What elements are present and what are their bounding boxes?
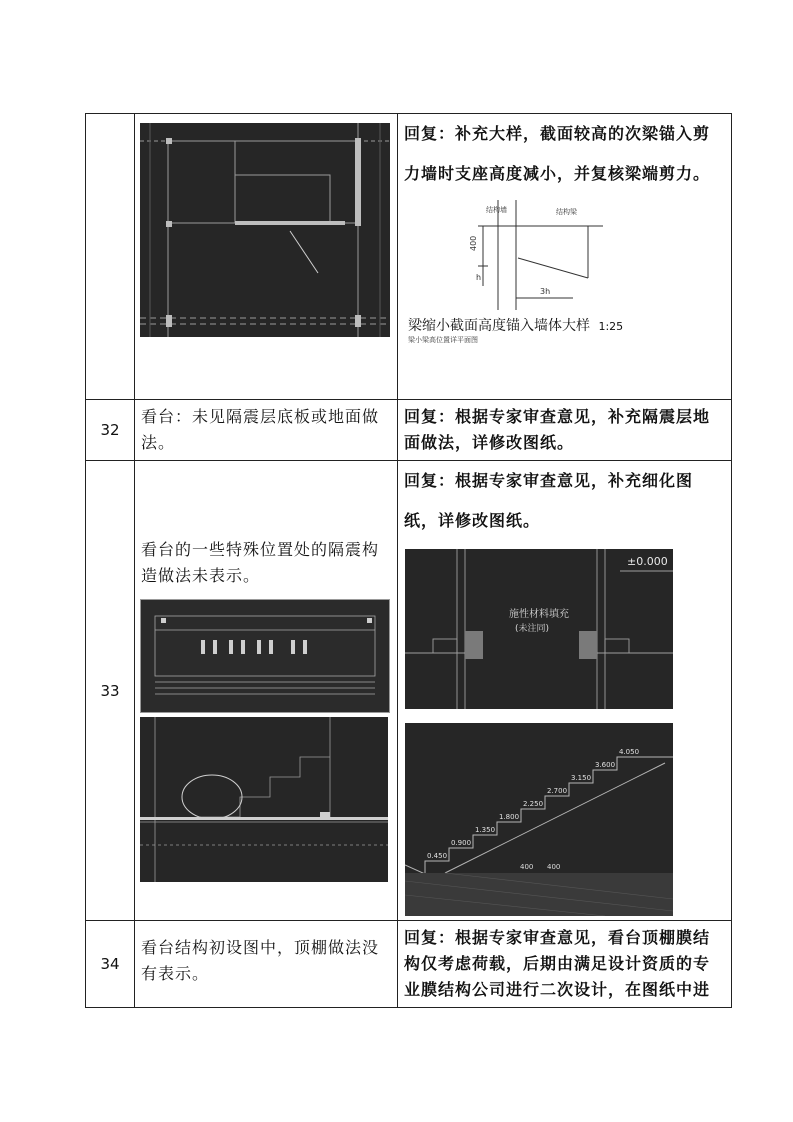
issue-cell (135, 461, 398, 921)
row-number: 33 (86, 461, 135, 921)
reply-cell (398, 921, 732, 1008)
issue-cell (135, 921, 398, 1008)
dim-400-b: 400 (547, 863, 561, 871)
row-number (86, 114, 135, 400)
issue-text: 看台：未见隔震层底板或地面做法。 (141, 407, 380, 452)
detail-subcaption: 梁小梁高位置详平面图 (408, 336, 478, 344)
stair-level-label: 3.600 (595, 761, 616, 769)
beam-label: 结构梁 (556, 208, 577, 216)
table-row (86, 114, 732, 400)
dim-3h: 3h (540, 287, 551, 296)
issue-cell (135, 400, 398, 461)
table-row (86, 921, 732, 1008)
wall-label: 结构墙 (486, 206, 507, 214)
dim-h: h (476, 273, 482, 282)
caption-text: 梁缩小截面高度锚入墙体大样 (408, 318, 590, 334)
reply-cell (398, 400, 732, 461)
beam-detail-drawing (398, 198, 731, 313)
stair-level-label: 2.250 (523, 800, 544, 808)
stair-level-label: 1.800 (499, 813, 520, 821)
row-number: 34 (86, 921, 135, 1008)
reply-cell (398, 461, 732, 921)
dim-400-a: 400 (520, 863, 534, 871)
dim-400: 400 (469, 235, 478, 251)
reply-text: 回复：根据专家审查意见，补充细化图纸，详修改图纸。 (404, 471, 694, 530)
reply-text: 回复：根据专家审查意见，看台顶棚膜结构仅考虑荷载，后期由满足设计资质的专业膜结构公司进行二次设计，在图纸中进 (404, 928, 711, 999)
table-row (86, 400, 732, 461)
detail-caption (398, 315, 731, 335)
cad-detail-stairs (405, 723, 673, 916)
review-table (85, 113, 732, 1008)
fill-label: 施性材料填充 (509, 609, 569, 620)
stair-level-label: 0.450 (427, 852, 448, 860)
table-row (86, 461, 732, 921)
cad-screenshot-section (140, 717, 388, 882)
stair-level-label: 0.900 (451, 839, 472, 847)
zero-level-label: ±0.000 (627, 555, 668, 568)
stair-level-label: 3.150 (571, 774, 592, 782)
row-number: 32 (86, 400, 135, 461)
reply-text: 回复：补充大样，截面较高的次梁锚入剪力墙时支座高度减小，并复核梁端剪力。 (404, 124, 711, 183)
stair-level-label: 2.700 (547, 787, 568, 795)
cad-detail-zero (405, 549, 673, 709)
stair-level-label: 4.050 (619, 748, 640, 756)
cad-screenshot-grid (140, 599, 390, 713)
issue-text: 看台结构初设图中，顶棚做法没有表示。 (141, 938, 380, 983)
reply-text: 回复：根据专家审查意见，补充隔震层地面做法，详修改图纸。 (404, 407, 711, 452)
caption-scale: 1:25 (598, 320, 624, 333)
reply-cell (398, 114, 732, 400)
stair-level-label: 1.350 (475, 826, 496, 834)
cad-screenshot-plan (140, 123, 390, 337)
fill-sub-label: (未注同) (515, 624, 550, 634)
issue-cell (135, 114, 398, 400)
issue-text: 看台的一些特殊位置处的隔震构造做法未表示。 (141, 540, 380, 585)
